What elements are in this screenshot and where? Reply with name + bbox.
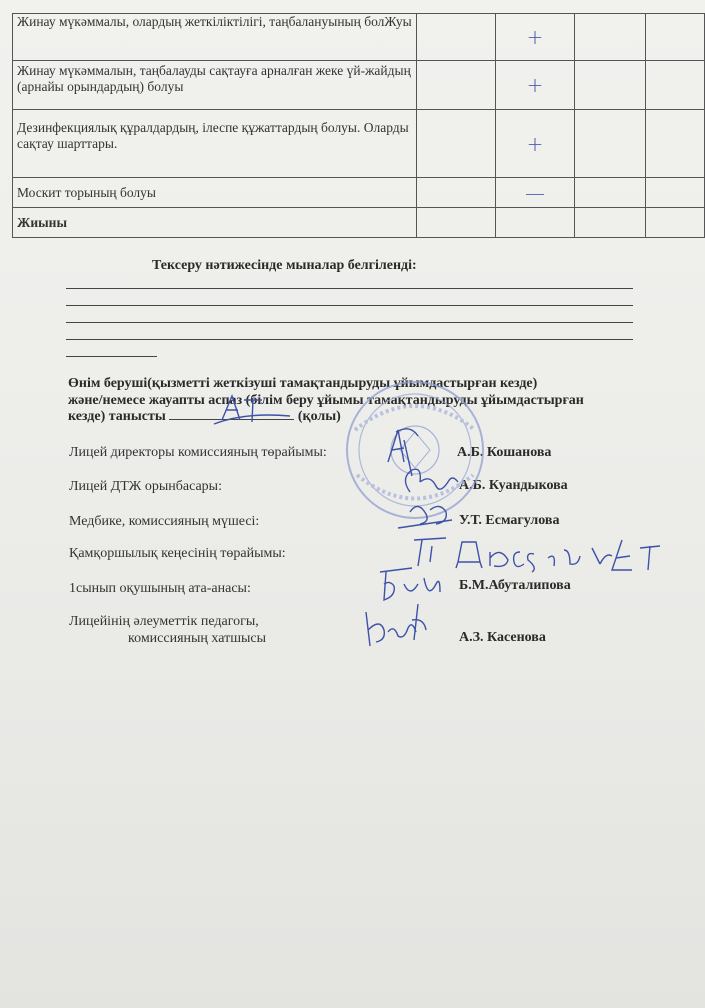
- signature-kasenova: [366, 604, 426, 646]
- signatory-role: Қамқоршылық кеңесінің төрайымы:: [69, 546, 286, 561]
- signatory-name: Б.М.Абуталипова: [459, 578, 571, 593]
- signatory-role: Лицей директоры комиссияның төрайымы:: [69, 445, 327, 460]
- provider-signature: [214, 396, 290, 424]
- signatory-role: 1сынып оқушының ата-анасы:: [69, 581, 251, 596]
- check-mark: +: [496, 14, 575, 61]
- signatory-name: У.Т. Есмагулова: [459, 513, 560, 528]
- signatory-name: А.Б. Куандыкова: [459, 478, 568, 493]
- criterion-cell: Жинау мүкәммалы, олардың жеткіліктілігі, таңбалануының болЖуы: [13, 14, 417, 61]
- provider-acknowledgement: Өнім беруші(қызметті жеткізуші тамақтандыруды ұйымдастырған кезде) және/немесе жауапты аспаз (білім беру ұйымы тамақтандыруды ұйымдастырған кезде) танысты (қолы): [68, 376, 584, 424]
- official-stamp: [347, 382, 483, 518]
- signatory-name: А.Б. Кошанова: [457, 445, 552, 460]
- total-label: Жиыны: [13, 208, 417, 238]
- dash-mark: —: [496, 178, 575, 208]
- check-mark: +: [496, 61, 575, 110]
- signatory-role: Лицей ДТЖ орынбасары:: [69, 479, 222, 494]
- signature-kuandykova: [405, 469, 458, 492]
- criterion-cell: Москит торының болуы: [13, 178, 417, 208]
- result-heading: Тексеру нәтижесінде мыналар белгіленді:: [152, 258, 417, 273]
- criterion-cell: Дезинфекциялық құралдардың, ілеспе құжаттардың болуы. Оларды сақтау шарттары.: [13, 110, 417, 178]
- signature-dyusenova: [414, 538, 660, 572]
- signature-abutalipova: [380, 568, 440, 600]
- signatory-name: А.З. Касенова: [459, 630, 546, 645]
- dash-mark: +: [496, 110, 575, 178]
- signatory-role: Медбике, комиссияның мүшесі:: [69, 514, 260, 529]
- signatory-role: Лицейінің әлеуметтік педагогы,: [69, 614, 259, 629]
- signatory-role-secondary: комиссияның хатшысы: [128, 631, 267, 646]
- criterion-cell: Жинау мүкәммалын, таңбалауды сақтауға арналған жеке үй-жайдың (арнайы орындардың) болуы: [13, 61, 417, 110]
